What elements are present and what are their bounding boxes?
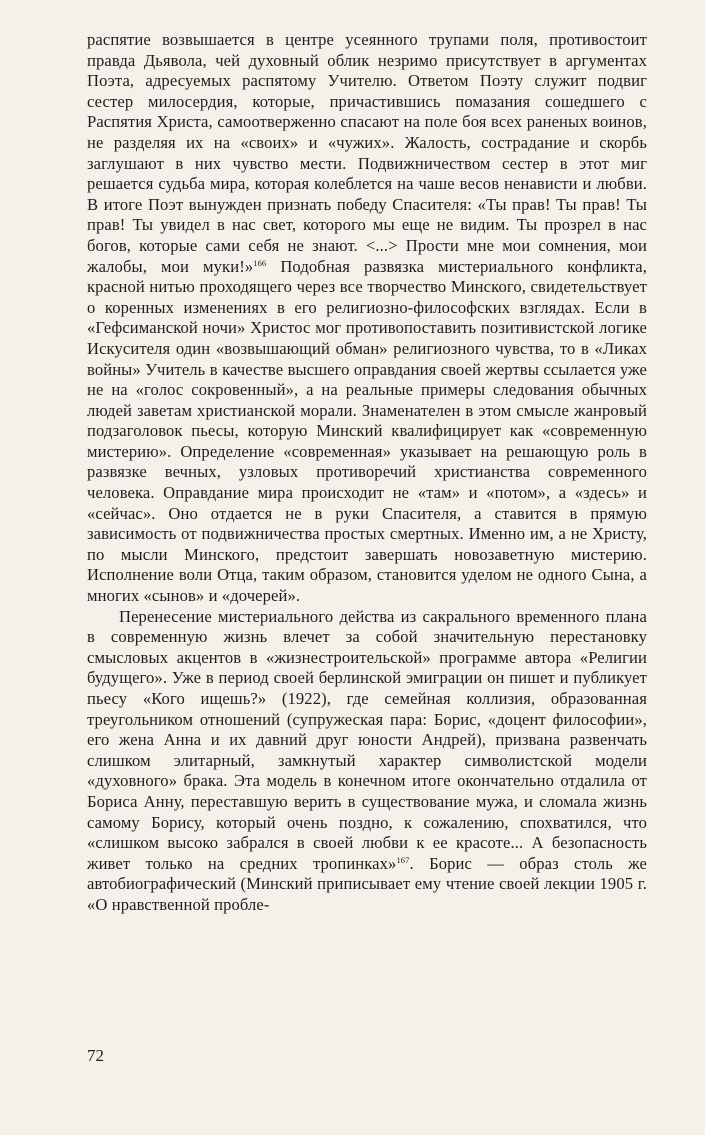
paragraph-2-text-b: . Борис — образ столь же автобиографический (Минский приписывает ему чтение своей лекции 1905 г. «О нравственной пробле- <box>87 853 647 914</box>
footnote-ref-166: 166 <box>253 257 267 268</box>
page-number: 72 <box>87 1046 104 1065</box>
footnote-ref-167: 167 <box>396 854 410 865</box>
paragraph-1-text-a: распятие возвышается в центре усеянного трупами поля, противостоит правда Дьявола, чей духовный облик незримо присутствует в аргументах Поэта, адресуемых распятому Учителю. Ответом Поэту служит подвиг сестер милосердия, которые, причастившись помазания сошедшего с Распятия Христа, самоотверженно спасают на поле боя всех раненых воинов, не разделяя их на «своих» и «чужих». Жалость, сострадание и скорбь заглушают в них чувство мести. Подвижничеством сестер в этот миг решается судьба мира, которая колеблется на чаше весов ненависти и любви. В итоге Поэт вынужден признать победу Спасителя: «Ты прав! Ты прав! Ты прав! Ты увидел в нас свет, которого мы еще не видим. Ты прозрел в нас богов, которые сами себя не знают. <...> Прости мне мои сомнения, мои жалобы, мои муки!» <box>87 30 647 276</box>
paragraph-1 <box>87 30 647 607</box>
paragraph-1-text-b: Подобная развязка мистериального конфликта, красной нитью проходящего через все творчество Минского, свидетельствует о коренных изменениях в его религиозно-философских взглядах. Если в «Гефсиманской ночи» Христос мог противопоставить позитивистской логике Искусителя один «возвышающий обман» религиозного чувства, то в «Ликах войны» Учитель в качестве высшего оправдания своей жертвы ссылается уже не на «голос сокровенный», а на реальные примеры следования обычных людей заветам христианской морали. Знаменателен в этом смысле жанровый подзаголовок пьесы, которую Минский квалифицирует как «современную мистерию». Определение «современная» указывает на решающую роль в развязке вечных, узловых противоречий христианства современного человека. Оправдание мира происходит не «там» и «потом», а «здесь» и «сейчас». Оно отдается не в руки Спасителя, а ставится в прямую зависимость от подвижничества простых смертных. Именно им, а не Христу, по мысли Минского, предстоит завершать новозаветную мистерию. Исполнение воли Отца, таким образом, становится уделом не одного Сына, а многих «сынов» и «дочерей». <box>87 256 647 606</box>
page-body <box>87 30 647 916</box>
paragraph-2 <box>87 607 647 916</box>
paragraph-2-text-a: Перенесение мистериального действа из сакрального временного плана в современную жизнь влечет за собой значительную перестановку смысловых акцентов в «жизнестроительской» программе автора «Религии будущего». Уже в период своей берлинской эмиграции он пишет и публикует пьесу «Кого ищешь?» (1922), где семейная коллизия, образованная треугольником отношений (супружеская пара: Борис, «доцент философии», его жена Анна и их давний друг юности Андрей), призвана развенчать слишком элитарный, замкнутый характер символистской модели «духовного» брака. Эта модель в конечном итоге окончательно отдалила от Бориса Анну, переставшую верить в существование мужа, и сломала жизнь самому Борису, который очень поздно, к сожалению, спохватился, что «слишком высоко забрался в своей любви к ее красоте... А безопасность живет только на средних тропинках» <box>87 606 647 873</box>
